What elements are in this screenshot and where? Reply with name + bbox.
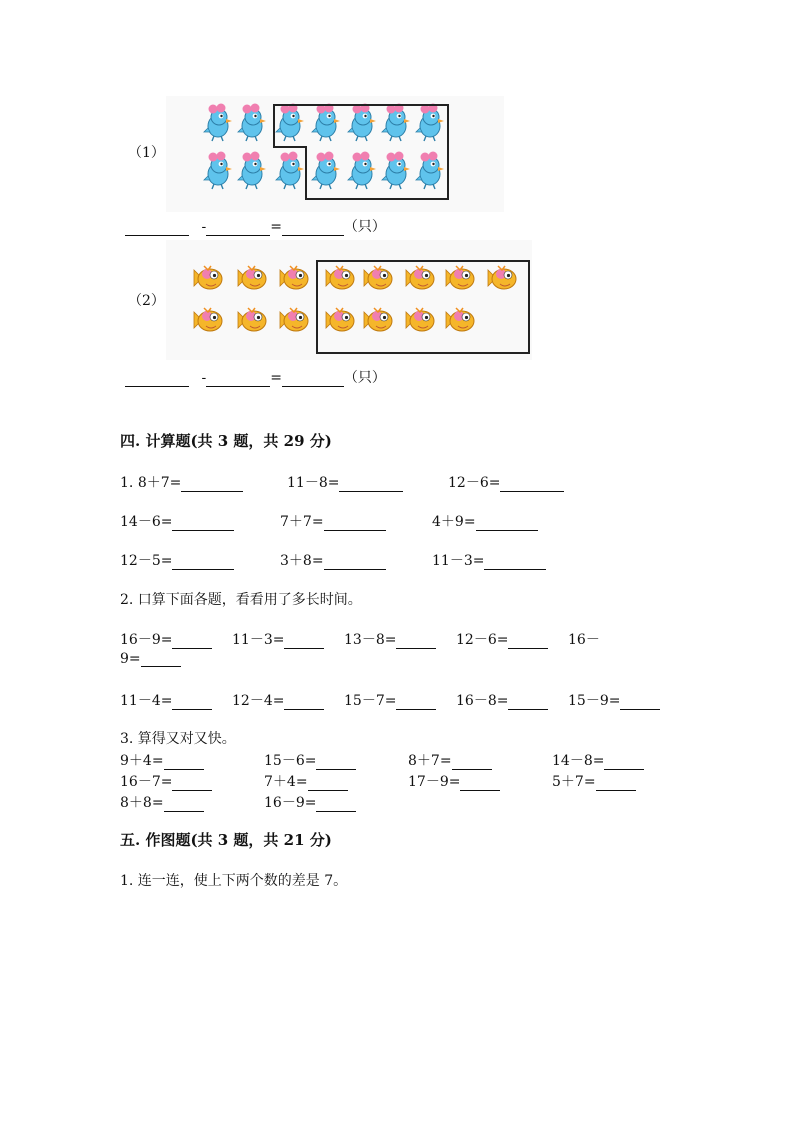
q1-row-3c (432, 550, 546, 570)
q3-expr: 15－6= (264, 753, 317, 769)
equation-1 (125, 216, 386, 236)
q2-row-1a (120, 629, 212, 649)
blue-bird-icon (238, 104, 266, 142)
q2-blank[interactable] (284, 695, 324, 710)
equals-sign: = (270, 370, 282, 386)
equation-2 (125, 367, 386, 387)
q3-r1a (120, 750, 204, 770)
q3-r2b (264, 771, 348, 791)
q2-row-1b (232, 629, 324, 649)
q2-row-2c (344, 690, 436, 710)
q1-expr: 4＋9= (432, 514, 476, 530)
q1-blank[interactable] (172, 516, 234, 531)
q3-expr: 8＋8= (120, 795, 164, 811)
minus-sign: - (201, 370, 207, 386)
answer-blank-1b[interactable] (206, 221, 270, 236)
section-5-title: 五. 作图题(共 3 题，共 21 分) (120, 831, 332, 849)
q3-r1d (552, 750, 644, 770)
q3-blank[interactable] (452, 755, 492, 770)
picture-question-2-label: （2） (128, 293, 165, 309)
q3-expr: 16－9= (264, 795, 317, 811)
q3-blank[interactable] (164, 797, 204, 812)
q1-prefix: 1. (120, 475, 134, 491)
q1-expr: 8＋7= (137, 475, 182, 491)
q3-blank[interactable] (596, 776, 636, 791)
q1-expr: 11－3= (432, 553, 485, 569)
q2-blank[interactable] (141, 652, 181, 667)
q3-blank[interactable] (316, 797, 356, 812)
q2-row-1d (456, 629, 548, 649)
q1-row-1c (448, 472, 564, 492)
q3-blank[interactable] (316, 755, 356, 770)
q2-row-1e (568, 629, 600, 649)
q2-expr: 15－9= (568, 693, 621, 709)
q1-expr: 7＋7= (280, 514, 324, 530)
q2-expr: 11－4= (120, 693, 173, 709)
q2-expr: 11－3= (232, 632, 285, 648)
picture-1 (166, 96, 504, 212)
selection-box-2 (316, 260, 530, 354)
q1-expr: 14－6= (120, 514, 173, 530)
q3-expr: 7＋4= (264, 774, 308, 790)
picture-2 (166, 240, 532, 360)
q1-row-2a (120, 511, 234, 531)
q3-r2d (552, 771, 636, 791)
orange-fish-icon (280, 308, 308, 331)
q2-blank[interactable] (172, 634, 212, 649)
section-4-title: 四. 计算题(共 3 题，共 29 分) (120, 432, 332, 450)
q2-row-2a (120, 690, 212, 710)
q2-row-2d (456, 690, 548, 710)
q2-title: 2. 口算下面各题，看看用了多长时间。 (120, 592, 362, 608)
q2-row-1-wrap (120, 651, 181, 667)
q1-row-3b (280, 550, 386, 570)
q2-expr: 12－6= (456, 632, 509, 648)
orange-fish-icon (238, 308, 266, 331)
orange-fish-icon (280, 266, 308, 289)
q1-blank[interactable] (484, 555, 546, 570)
q1-expr: 12－6= (448, 475, 501, 491)
q2-expr: 16－8= (456, 693, 509, 709)
answer-blank-2c[interactable] (282, 372, 344, 387)
unit-label: （只） (343, 219, 386, 235)
q2-blank[interactable] (172, 695, 212, 710)
blue-bird-icon (204, 152, 232, 190)
q3-expr: 9＋4= (120, 753, 164, 769)
orange-fish-icon (238, 266, 266, 289)
orange-fish-icon (194, 266, 222, 289)
section-5-question-1: 1. 连一连，使上下两个数的差是 7。 (120, 873, 348, 889)
blue-bird-icon (204, 104, 232, 142)
answer-blank-2a[interactable] (125, 372, 189, 387)
q3-expr: 5＋7= (552, 774, 596, 790)
answer-blank-1c[interactable] (282, 221, 344, 236)
q3-blank[interactable] (604, 755, 644, 770)
q2-blank[interactable] (284, 634, 324, 649)
q2-blank[interactable] (396, 634, 436, 649)
blue-bird-icon (238, 152, 266, 190)
q1-expr: 3＋8= (280, 553, 324, 569)
q2-expr: 9= (120, 651, 141, 667)
q1-row-3a (120, 550, 234, 570)
q3-r1c (408, 750, 492, 770)
q1-expr: 12－5= (120, 553, 173, 569)
selection-box-1-top (273, 104, 449, 148)
q2-expr: 16－9= (120, 632, 173, 648)
q1-blank[interactable] (172, 555, 234, 570)
answer-blank-2b[interactable] (206, 372, 270, 387)
q3-expr: 8＋7= (408, 753, 452, 769)
q2-expr: 16－ (568, 632, 600, 648)
unit-label: （只） (343, 370, 386, 386)
q1-blank[interactable] (324, 516, 386, 531)
selection-box-1-bottom (305, 146, 449, 200)
q3-title: 3. 算得又对又快。 (120, 731, 236, 747)
q3-blank[interactable] (164, 755, 204, 770)
q2-blank[interactable] (620, 695, 660, 710)
blue-bird-icon (276, 152, 304, 190)
q1-blank[interactable] (500, 477, 564, 492)
q3-expr: 16－7= (120, 774, 173, 790)
q1-blank[interactable] (339, 477, 403, 492)
q3-r2a (120, 771, 212, 791)
q3-r3b (264, 792, 356, 812)
q1-row-2b (280, 511, 386, 531)
q2-expr: 12－4= (232, 693, 285, 709)
minus-sign: - (201, 219, 207, 235)
selection-box-1-step (273, 146, 305, 148)
q3-r3a (120, 792, 204, 812)
q2-row-2e (568, 690, 660, 710)
q1-blank[interactable] (476, 516, 538, 531)
q1-expr: 11－8= (287, 475, 340, 491)
q2-blank[interactable] (396, 695, 436, 710)
q3-blank[interactable] (172, 776, 212, 791)
q1-row-1 (120, 472, 243, 492)
picture-question-1-label: （1） (128, 145, 165, 161)
q2-expr: 15－7= (344, 693, 397, 709)
q2-blank[interactable] (508, 695, 548, 710)
q3-expr: 17－9= (408, 774, 461, 790)
q2-row-2b (232, 690, 324, 710)
answer-blank-1a[interactable] (125, 221, 189, 236)
equals-sign: = (270, 219, 282, 235)
q1-row-1b (287, 472, 403, 492)
q1-row-2c (432, 511, 538, 531)
q2-row-1c (344, 629, 436, 649)
q2-blank[interactable] (508, 634, 548, 649)
q3-expr: 14－8= (552, 753, 605, 769)
q3-blank[interactable] (460, 776, 500, 791)
orange-fish-icon (194, 308, 222, 331)
q1-blank[interactable] (181, 477, 243, 492)
q3-r2c (408, 771, 500, 791)
q1-blank[interactable] (324, 555, 386, 570)
q3-blank[interactable] (308, 776, 348, 791)
q3-r1b (264, 750, 356, 770)
q2-expr: 13－8= (344, 632, 397, 648)
